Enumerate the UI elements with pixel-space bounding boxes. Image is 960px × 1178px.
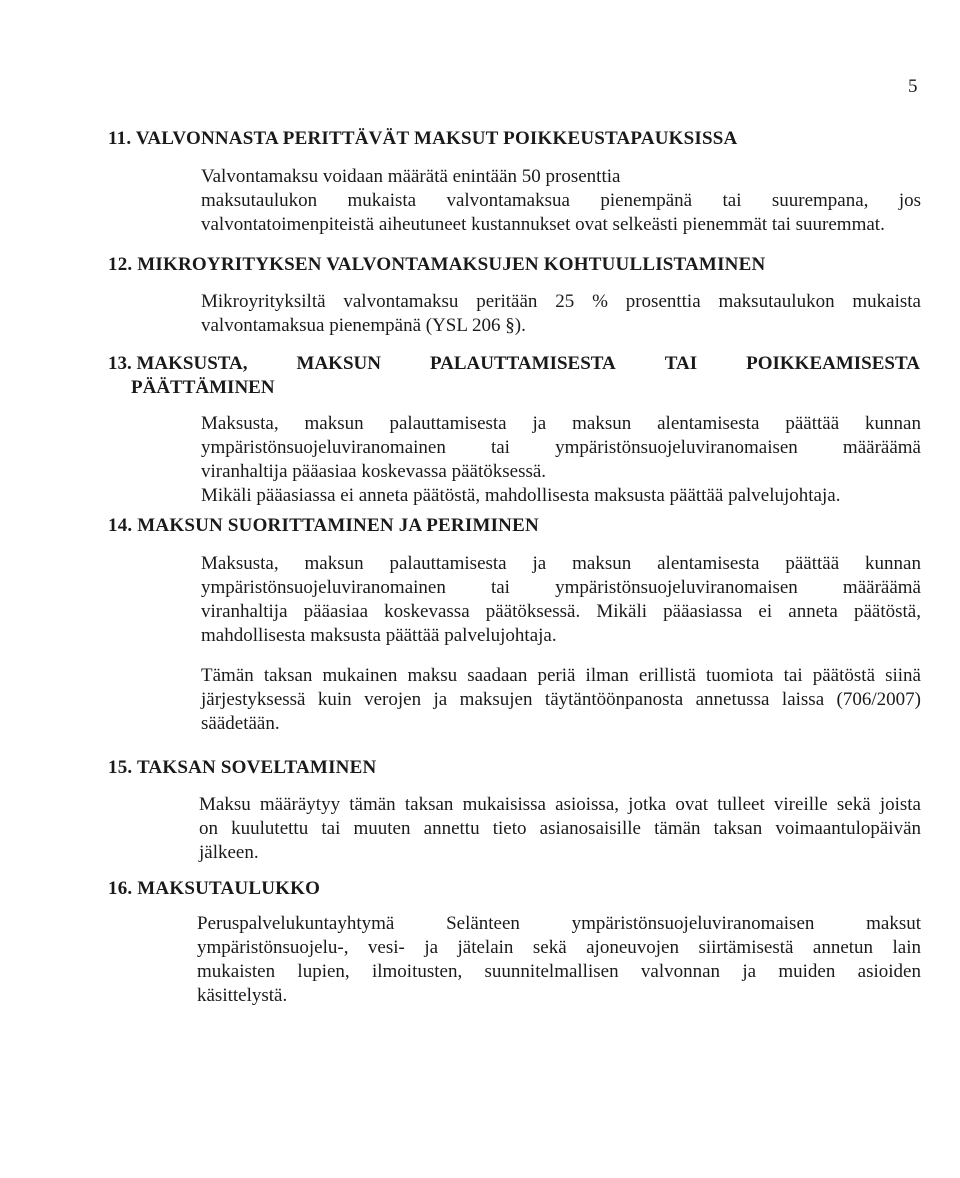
text-line: mahdollisesta maksusta päättää palvelujohtaja. [201, 625, 557, 646]
text-line: säädetään. [201, 713, 280, 734]
heading-word: TAI [664, 353, 698, 374]
text-line: jälkeen. [199, 842, 259, 863]
text-line: valvontatoimenpiteistä aiheutuneet kustannukset ovat selkeästi pienemmät tai suuremmat. [201, 214, 885, 235]
section-16-body [197, 912, 921, 1008]
section-13-body [201, 412, 921, 508]
heading-line-2: PÄÄTTÄMINEN [131, 377, 275, 398]
heading-word: POIKKEAMISESTA [746, 353, 920, 374]
text-line: ympäristönsuojeluviranomainen tai ympäristönsuojeluviranomaisen määräämä [201, 577, 921, 598]
section-14-heading: 14. MAKSUN SUORITTAMINEN JA PERIMINEN [108, 515, 539, 536]
section-14-body [201, 552, 921, 648]
text-line: Maksusta, maksun palauttamisesta ja maksun alentamisesta päättää kunnan [201, 553, 921, 574]
text-line: on kuulutettu tai muuten annettu tieto asianosaisille tämän taksan voimaantulopäivän [199, 818, 921, 839]
page-number: 5 [908, 76, 918, 97]
section-15-body [199, 793, 921, 865]
text-line: Maksu määräytyy tämän taksan mukaisissa asioissa, jotka ovat tulleet vireille sekä joista [199, 794, 921, 815]
section-11-body [201, 165, 921, 237]
section-13-heading [108, 352, 920, 400]
text-line: valvontamaksua pienempänä (YSL 206 §). [201, 315, 526, 336]
section-12-body [201, 290, 921, 338]
text-line: mukaisten lupien, ilmoitusten, suunnitelmallisen valvonnan ja muiden asioiden [197, 961, 921, 982]
section-12-heading: 12. MIKROYRITYKSEN VALVONTAMAKSUJEN KOHTUULLISTAMINEN [108, 254, 766, 275]
text-line: viranhaltija pääasiaa koskevassa päätöksessä. [201, 461, 547, 482]
section-14-body-2 [201, 664, 921, 736]
text-line: Valvontamaksu voidaan määrätä enintään 50 prosenttia [201, 166, 621, 187]
section-16-heading: 16. MAKSUTAULUKKO [108, 878, 321, 899]
text-line: ympäristönsuojeluviranomainen tai ympäristönsuojeluviranomaisen määräämä [201, 437, 921, 458]
text-line: ympäristönsuojelu-, vesi- ja jätelain sekä ajoneuvojen siirtämisestä annetun lain [197, 937, 921, 958]
text-line: käsittelystä. [197, 985, 288, 1006]
text-line: Peruspalvelukuntayhtymä Selänteen ympäristönsuojeluviranomaisen maksut [197, 913, 921, 934]
heading-word: 13. MAKSUSTA, [108, 353, 248, 374]
text-line: Mikäli pääasiassa ei anneta päätöstä, mahdollisesta maksusta päättää palvelujohtaja. [201, 485, 841, 506]
text-line: järjestyksessä kuin verojen ja maksujen täytäntöönpanosta annetussa laissa (706/2007) [201, 689, 921, 710]
heading-word: MAKSUN [296, 353, 381, 374]
section-11-heading: 11. VALVONNASTA PERITTÄVÄT MAKSUT POIKKEUSTAPAUKSISSA [108, 128, 738, 149]
text-line: maksutaulukon mukaista valvontamaksua pienempänä tai suurempana, jos [201, 190, 921, 211]
section-15-heading: 15. TAKSAN SOVELTAMINEN [108, 757, 377, 778]
text-line: Mikroyrityksiltä valvontamaksu peritään 25 % prosenttia maksutaulukon mukaista [201, 291, 921, 312]
text-line: viranhaltija pääasiaa koskevassa päätöksessä. Mikäli pääasiassa ei anneta päätöstä, [201, 601, 921, 622]
heading-word: PALAUTTAMISESTA [429, 353, 616, 374]
text-line: Tämän taksan mukainen maksu saadaan periä ilman erillistä tuomiota tai päätöstä siinä [201, 665, 921, 686]
text-line: Maksusta, maksun palauttamisesta ja maksun alentamisesta päättää kunnan [201, 413, 921, 434]
